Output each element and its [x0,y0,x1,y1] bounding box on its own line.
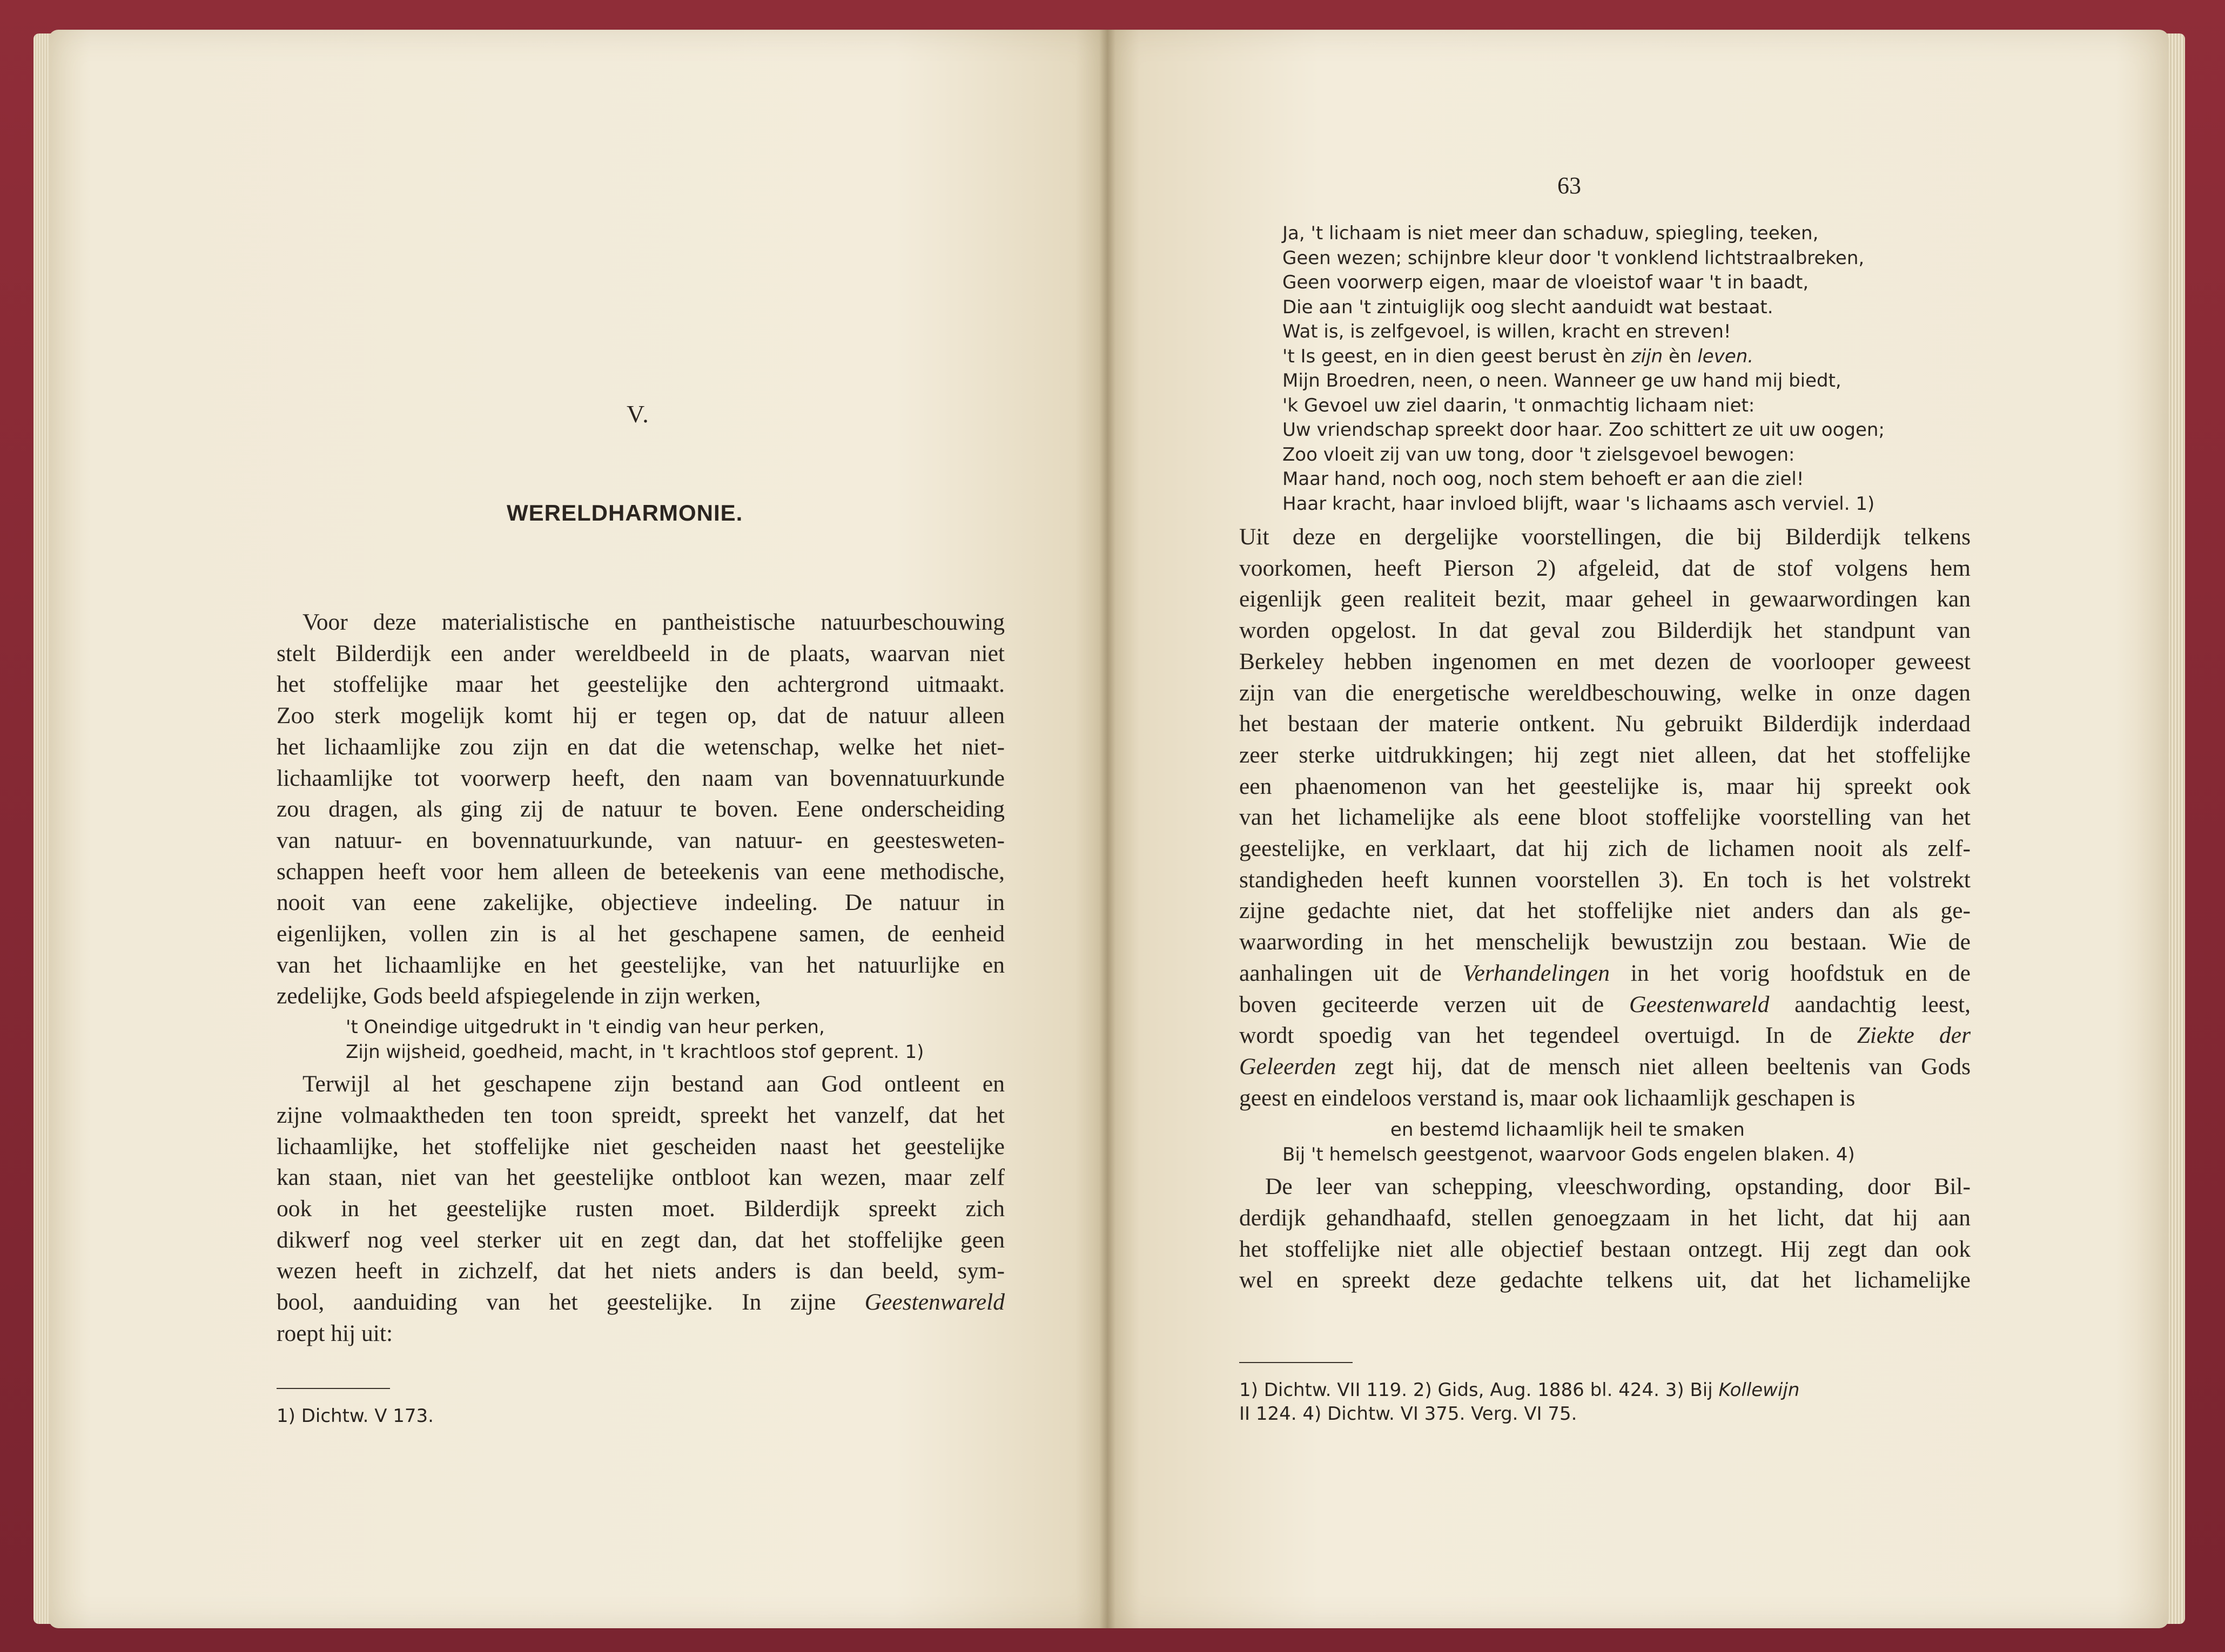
text-line [1239,553,1971,584]
text-line [1239,1203,1971,1234]
text-line [1239,927,1971,958]
italic-text: Ziekte der [1857,1022,1971,1049]
verse-line: Wat is, is zelfgevoel, is willen, kracht en streven! [1282,321,1731,342]
text-line [1239,522,1971,553]
text-line [1239,1051,1971,1083]
line-text: stelt Bilderdijk een ander wereldbeeld in de plaats, waarvan niet [277,640,1005,666]
line-text: kan staan, niet van het geestelijke ontbloot kan wezen, maar zelf [277,1164,1005,1191]
text-line [277,700,1005,732]
text-line [1239,615,1971,646]
right-body-text [1239,221,1971,1296]
line-text: geest en eindeloos verstand is, maar ook lichaamlijk geschapen is [1239,1084,1856,1111]
text-line [1239,989,1971,1021]
verse-line: Zoo vloeit zij van uw tong, door 't zielsgevoel bewogen: [1282,443,1795,466]
text-line [277,1256,1005,1287]
text-line [277,1162,1005,1194]
line-text: 't Is geest, en in dien geest berust [1282,345,1597,367]
line-text: ook in het geestelijke rusten moet. Bilderdijk spreekt zich [277,1195,1005,1222]
line-text: eigenlijk geen realiteit bezit, maar geheel in gewaarwordingen kan [1239,586,1971,612]
text-line [277,669,1005,700]
line-text: nooit van eene zakelijke, objectieve indeeling. De natuur in [277,889,1005,916]
line-text: in het vorig hoofdstuk en de [1609,960,1971,986]
text-line [277,1225,1005,1256]
line-text: eigenlijken, vollen zin is al het geschapene samen, de eenheid [277,921,1005,947]
line-text: van natuur- en bovennatuurkunde, van natuur- en geestesweten- [277,827,1005,853]
verse-line [1282,345,1971,369]
text-line [1239,895,1971,927]
footnote-italic: Kollewijn [1718,1379,1800,1401]
line-text: Terwijl al het geschapene zijn bestand aan God ontleent en [303,1071,1005,1097]
line-text: Voor deze materialistische en pantheistische natuurbeschouwing [303,609,1005,635]
line-text: Berkeley hebben ingenomen en met dezen de voorlooper geweest [1239,648,1971,675]
right-paragraph-2 [1239,1171,1971,1296]
italic-text: Geestenwareld [864,1289,1005,1316]
verse-line: Mijn Broedren, neen, o neen. Wanneer ge uw hand mij biedt, [1282,370,1841,392]
line-text: zedelijke, Gods beeld afspiegelende in zijn werken, [277,983,761,1009]
line-text: èn [1596,345,1631,367]
chapter-title: WERELDHARMONIE. [507,500,743,525]
line-text: aanhalingen uit de [1239,960,1463,986]
left-verse-quote [346,1015,1005,1064]
text-line [1239,709,1971,740]
line-text: derdijk gehandhaafd, stellen genoegzaam in het licht, dat hij aan [1239,1205,1971,1231]
line-text: het stoffelijke maar het geestelijke den achtergrond uitmaakt. [277,671,1005,698]
line-text: bool, aanduiding van het geestelijke. In zijne [277,1289,865,1316]
line-text: standigheden heeft kunnen voorstellen 3). En toch is het volstrekt [1239,866,1971,893]
verse-line: Geen voorwerp eigen, maar de vloeistof waar 't in baadt, [1282,272,1809,293]
text-line [1239,865,1971,896]
left-paragraph-1 [277,607,1005,1012]
right-paragraph-1 [1239,522,1971,1114]
verse-line: Bij 't hemelsch geestgenot, waarvoor Gods engelen blaken. 4) [1282,1143,1855,1165]
right-verse-mid [1282,1118,1971,1167]
text-line [1239,1171,1971,1203]
book-gutter [1099,30,1115,1628]
line-text: lichaamlijke, het stoffelijke niet gescheiden naast het geestelijke [277,1133,1005,1159]
text-line [277,763,1005,794]
text-line [277,857,1005,888]
line-text: Zoo sterk mogelijk komt hij er tegen op, dat de natuur alleen [277,703,1005,729]
line-text: een phaenomenon van het geestelijke is, maar hij spreekt ook [1239,773,1971,799]
text-line [1239,1020,1971,1051]
text-line [1239,584,1971,615]
left-body-text [277,607,1005,1349]
line-text: aandachtig leest, [1769,991,1971,1017]
text-line [277,919,1005,950]
line-text: schappen heeft voor hem alleen de beteekenis van eene methodische, [277,858,1005,885]
text-line [277,1194,1005,1225]
line-text: voorkomen, heeft Pierson 2) afgeleid, dat de stof volgens hem [1239,555,1971,581]
text-line [277,950,1005,981]
line-text: roept hij uit: [277,1320,393,1346]
text-line [277,607,1005,638]
line-text: èn [1663,345,1698,367]
text-line [1239,678,1971,709]
text-line [1239,1083,1971,1114]
text-line [277,794,1005,825]
italic-text: Verhandelingen [1462,960,1610,986]
text-line [277,981,1005,1012]
italic-text: zijn [1631,345,1663,367]
line-text: De leer van schepping, vleeschwording, opstanding, door Bil- [1265,1174,1971,1200]
footnote-text: 1) Dichtw. VII 119. 2) Gids, Aug. 1886 bl. 424. 3) Bij [1239,1379,1719,1401]
verse-line: Geen wezen; schijnbre kleur door 't vonklend lichtstraalbreken, [1282,247,1865,269]
line-text: het lichaamlijke zou zijn en dat die wetenschap, welke het niet- [277,733,1005,760]
line-text: zegt hij, dat de mensch niet alleen beeltenis van Gods [1336,1053,1971,1080]
page-number: 63 [1557,172,1581,199]
text-line [1239,646,1971,678]
italic-text: leven. [1697,345,1754,367]
text-line [277,887,1005,919]
text-line [1239,1234,1971,1265]
text-line [1239,740,1971,771]
line-text: zeer sterke uitdrukkingen; hij zegt niet alleen, dat het stoffelijke [1239,741,1971,768]
verse-line: Zijn wijsheid, goedheid, macht, in 't krachtloos stof geprent. 1) [346,1041,924,1063]
right-footnote-line-2: II 124. 4) Dichtw. VI 375. Verg. VI 75. [1239,1403,1577,1425]
text-line [277,638,1005,670]
left-paragraph-2 [277,1069,1005,1349]
verse-line: Maar hand, noch oog, noch stem behoeft er aan die ziel! [1282,468,1804,490]
text-line [1239,771,1971,803]
line-text: worden opgelost. In dat geval zou Bilderdijk het standpunt van [1239,617,1971,644]
text-line [277,825,1005,857]
footnote-rule [277,1388,390,1389]
line-text: wordt spoedig van het tegendeel overtuigd. In de [1239,1022,1857,1049]
text-line [1239,802,1971,833]
verse-line: 't Oneindige uitgedrukt in 't eindig van heur perken, [346,1016,825,1039]
line-text: wezen heeft in zichzelf, dat het niets anders is dan beeld, sym- [277,1258,1005,1284]
text-line [1239,958,1971,989]
text-line [277,1069,1005,1100]
line-text: zou dragen, als ging zij de natuur te boven. Eene onderscheiding [277,796,1005,822]
line-text: het stoffelijke niet alle objectief bestaan ontzegt. Hij zegt dan ook [1239,1236,1971,1262]
line-text: Uit deze en dergelijke voorstellingen, die bij Bilderdijk telkens [1239,524,1971,550]
text-line [277,1318,1005,1350]
line-text: zijne volmaaktheden ten toon spreidt, spreekt het vanzelf, dat het [277,1102,1005,1128]
footnote-rule [1239,1362,1353,1363]
italic-text: Geestenwareld [1629,991,1770,1017]
line-text: van het lichamelijke als eene bloot stoffelijke voorstelling van het [1239,804,1971,831]
line-text: van het lichaamlijke en het geestelijke, van het natuurlijke en [277,952,1005,978]
line-text: dikwerf nog veel sterker uit en zegt dan, dat het stoffelijke geen [277,1226,1005,1253]
text-line [1239,833,1971,865]
verse-line: Uw vriendschap spreekt door haar. Zoo schittert ze uit uw oogen; [1282,419,1885,441]
line-text: geestelijke, en verklaart, dat hij zich de lichamen nooit als zelf- [1239,835,1971,862]
line-text: boven geciteerde verzen uit de [1239,991,1630,1017]
verse-line: 'k Gevoel uw ziel daarin, 't onmachtig lichaam niet: [1282,394,1755,416]
line-text: wel en spreekt deze gedachte telkens uit, dat het lichamelijke [1239,1267,1971,1293]
verse-line: Haar kracht, haar invloed blijft, waar 's lichaams asch verviel. 1) [1282,493,1875,515]
text-line [277,1100,1005,1131]
line-text: het bestaan der materie ontkent. Nu gebruikt Bilderdijk inderdaad [1239,711,1971,737]
text-line [277,732,1005,763]
line-text: waarwording in het menschelijk bewustzijn zou bestaan. Wie de [1239,929,1971,955]
verse-line: Die aan 't zintuiglijk oog slecht aanduidt wat bestaat. [1282,296,1773,318]
left-footnote: 1) Dichtw. V 173. [277,1405,434,1427]
line-text: lichaamlijke tot voorwerp heeft, den naam van bovennatuurkunde [277,765,1005,791]
right-verse-top [1282,221,1971,516]
chapter-number: V. [627,400,650,428]
right-footnote-line-1 [1239,1378,1799,1402]
line-text: zijn van die energetische wereldbeschouwing, welke in onze dagen [1239,679,1971,706]
text-line [277,1131,1005,1163]
text-line [277,1287,1005,1318]
text-line [1239,1265,1971,1296]
line-text: zijne gedachte niet, dat het stoffelijke niet anders dan als ge- [1239,898,1971,924]
verse-line: Ja, 't lichaam is niet meer dan schaduw, spiegling, teeken, [1282,222,1819,244]
italic-text: Geleerden [1239,1053,1336,1080]
verse-line: en bestemd lichaamlijk heil te smaken [1390,1119,1745,1141]
